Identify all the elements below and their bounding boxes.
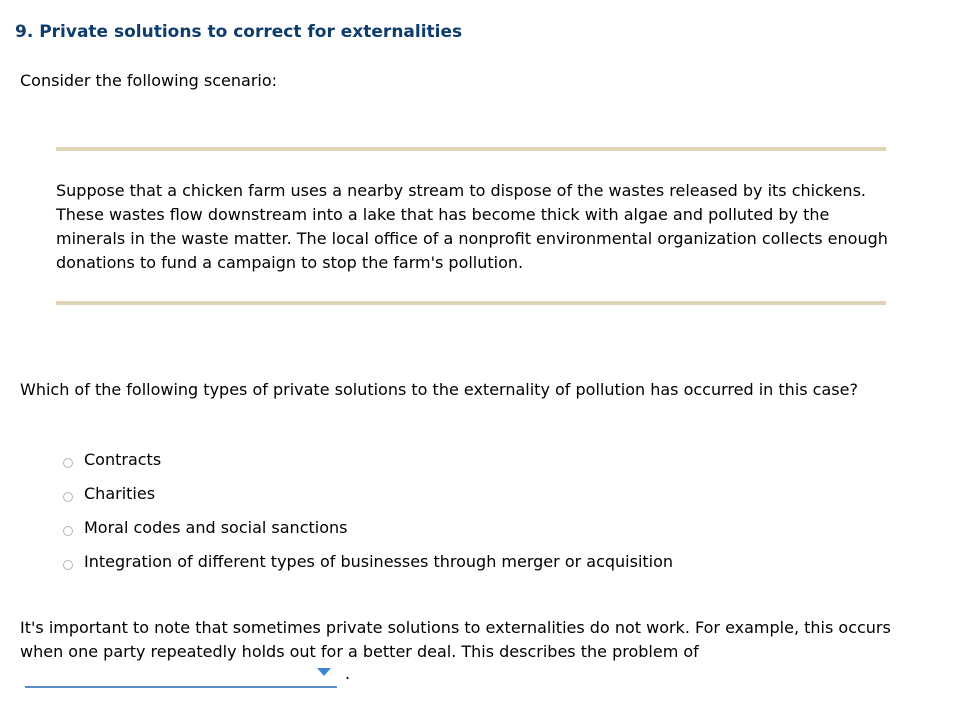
scenario-divider-top [56, 147, 886, 151]
question-prompt: Which of the following types of private solutions to the externality of pollution has occurred in this case? [20, 380, 858, 399]
option-label[interactable]: Integration of different types of businesses through merger or acquisition [84, 552, 674, 571]
radio-button[interactable] [63, 492, 73, 502]
answer-dropdown[interactable] [25, 664, 337, 688]
option-label[interactable]: Contracts [84, 450, 162, 469]
sentence-period: . [345, 664, 351, 683]
option-label[interactable]: Moral codes and social sanctions [84, 518, 348, 537]
radio-button[interactable] [63, 560, 73, 570]
radio-button[interactable] [63, 458, 73, 468]
intro-text: Consider the following scenario: [20, 71, 278, 90]
chevron-down-icon[interactable] [317, 668, 331, 676]
scenario-divider-bottom [56, 301, 886, 305]
option-label[interactable]: Charities [84, 484, 156, 503]
radio-button[interactable] [63, 526, 73, 536]
note-text: It's important to note that sometimes private solutions to externalities do not work. For example, this occurs when one party repeatedly holds out for a better deal. This describes the problem of [20, 618, 891, 661]
question-title: 9. Private solutions to correct for externalities [15, 22, 463, 42]
scenario-text: Suppose that a chicken farm uses a nearby stream to dispose of the wastes released by its chickens. These wastes flow downstream into a lake that has become thick with algae and polluted by the minerals in the waste matter. The local office of a nonprofit environmental organization collects enough donations to fund a campaign to stop the farm's pollution. [56, 181, 888, 272]
